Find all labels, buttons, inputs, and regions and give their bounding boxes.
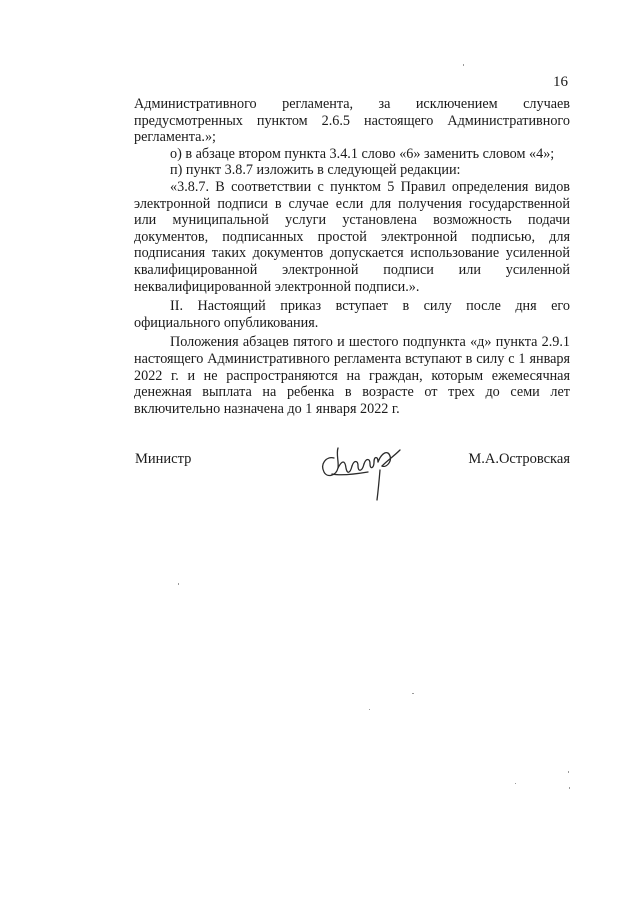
paragraph-item-o: о) в абзаце втором пункта 3.4.1 слово «6» заменить словом «4»; [170,145,555,162]
signatory-title: Министр [135,451,192,467]
scan-speck [463,64,464,66]
scan-speck [178,583,179,585]
scan-speck [369,709,370,710]
scan-speck [412,693,414,694]
paragraph-section-ii: II. Настоящий приказ вступает в силу после дня его официального опубликования. [134,298,570,331]
paragraph-continuation: Административного регламента, за исключением случаев предусмотренных пунктом 2.6.5 настоящего Административного регламента.»; [134,96,570,146]
signatory-name: М.А.Островская [468,451,570,467]
scan-speck [568,771,569,773]
paragraph-item-p: п) пункт 3.8.7 изложить в следующей редакции: [170,162,461,179]
scan-speck [515,783,516,784]
scan-speck [569,787,570,789]
paragraph-provisions: Положения абзацев пятого и шестого подпункта «д» пункта 2.9.1 настоящего Административного регламента вступают в силу с 1 января 2022 г. и не распространяются на граждан, которым ежемесячная денежная выплата на ребенка в возрасте от трех до семи лет включительно назначена до 1 января 2022 г. [134,334,570,417]
page-number: 16 [553,74,568,90]
document-body [134,96,570,417]
handwritten-signature [312,430,408,506]
paragraph-quoted-3-8-7: «3.8.7. В соответствии с пунктом 5 Правил определения видов электронной подписи в случае если для получения государственной или муниципальной услуги установлена возможность подачи документов, подписанных простой электронной подписью, для подписания таких документов допускается использование усиленной квалифицированной электронной подписи или усиленной неквалифицированной электронной подписи.». [134,178,570,295]
